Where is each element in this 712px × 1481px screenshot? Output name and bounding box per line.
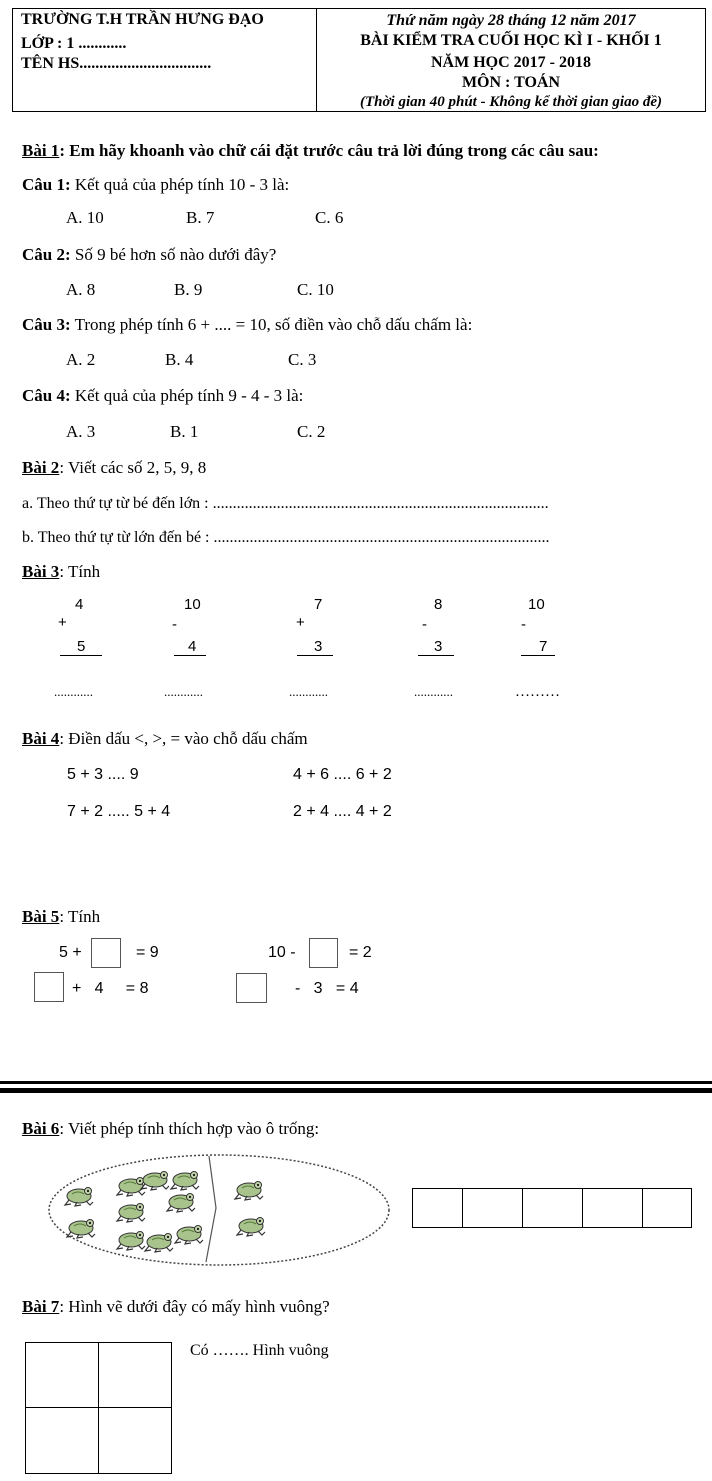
op3-answer[interactable]: ............ [289, 684, 328, 699]
compare-2[interactable]: 4 + 6 .... 6 + 2 [293, 766, 392, 783]
op3-line [297, 655, 333, 656]
equation-cell-4[interactable] [583, 1189, 641, 1227]
frog-illustration [44, 1148, 394, 1270]
frog-icon [117, 1178, 145, 1197]
exam-date: Thứ năm ngày 28 tháng 12 năm 2017 [386, 12, 636, 29]
eq1-left: 5 + [59, 944, 82, 961]
eq2-left: 10 - [268, 944, 296, 961]
eq2-answer-box[interactable] [309, 938, 338, 968]
op2-answer[interactable]: ............ [164, 684, 203, 699]
op5-answer[interactable]: ……… [515, 684, 560, 700]
q3-option-b[interactable]: B. 4 [165, 350, 194, 369]
frog-icon [235, 1182, 263, 1201]
frog-icon [175, 1226, 203, 1245]
frog-icon [117, 1232, 145, 1251]
bai5-heading: Bài 5: Tính [22, 907, 101, 926]
frog-icon [117, 1204, 145, 1223]
school-year: NĂM HỌC 2017 - 2018 [431, 54, 591, 71]
question-2: Câu 2: Số 9 bé hơn số nào dưới đây? [22, 245, 277, 264]
equation-cell-5[interactable] [643, 1189, 691, 1227]
op5-sign: - [521, 616, 526, 633]
q1-option-c[interactable]: C. 6 [315, 208, 344, 227]
q2-option-c[interactable]: C. 10 [297, 280, 334, 299]
question-1: Câu 1: Kết quả của phép tính 10 - 3 là: [22, 175, 290, 194]
school-name: TRƯỜNG T.H TRẦN HƯNG ĐẠO [21, 11, 264, 28]
page-separator-top [0, 1081, 712, 1084]
frog-icon [67, 1220, 95, 1239]
frog-icon [171, 1172, 199, 1191]
op4-top: 8 [434, 596, 443, 613]
op2-bottom: 4 [188, 638, 197, 655]
op4-sign: - [422, 616, 427, 633]
op2-sign: - [172, 616, 177, 633]
equation-cell-2[interactable] [463, 1189, 521, 1227]
eq4-answer-box[interactable] [236, 973, 267, 1003]
op5-line [521, 655, 555, 656]
question-4: Câu 4: Kết quả của phép tính 9 - 4 - 3 là: [22, 386, 304, 405]
eq1-answer-box[interactable] [91, 938, 121, 968]
frog-icon [141, 1172, 169, 1191]
compare-1[interactable]: 5 + 3 .... 9 [67, 766, 139, 783]
q2-option-a[interactable]: A. 8 [66, 280, 96, 299]
frog-icon [167, 1194, 195, 1213]
op2-top: 10 [184, 596, 201, 613]
q2-option-b[interactable]: B. 9 [174, 280, 203, 299]
eq3-right: + 4 = 8 [72, 980, 149, 997]
exam-duration: (Thời gian 40 phút - Không kể thời gian giao đề) [360, 94, 662, 110]
q4-option-c[interactable]: C. 2 [297, 422, 326, 441]
frog-icon [145, 1234, 173, 1253]
op1-top: 4 [75, 596, 84, 613]
op3-sign: + [296, 614, 305, 631]
class-field: LỚP : 1 ............ [21, 35, 127, 52]
eq1-right: = 9 [136, 944, 159, 961]
op3-top: 7 [314, 596, 323, 613]
op4-answer[interactable]: ............ [414, 684, 453, 699]
op1-answer[interactable]: ............ [54, 684, 93, 699]
frog-icon [237, 1218, 265, 1237]
op1-line [60, 655, 102, 656]
q4-option-b[interactable]: B. 1 [170, 422, 199, 441]
q1-option-b[interactable]: B. 7 [186, 208, 215, 227]
bai1-heading: Bài 1: Em hãy khoanh vào chữ cái đặt trước câu trả lời đúng trong các câu sau: [22, 141, 599, 160]
op5-top: 10 [528, 596, 545, 613]
frog-icon [65, 1188, 93, 1207]
exam-title: BÀI KIỂM TRA CUỐI HỌC KÌ I - KHỐI 1 [360, 32, 662, 49]
op3-bottom: 3 [314, 638, 323, 655]
q4-option-a[interactable]: A. 3 [66, 422, 96, 441]
question-3: Câu 3: Trong phép tính 6 + .... = 10, số điền vào chỗ dấu chấm là: [22, 315, 473, 334]
q1-option-a[interactable]: A. 10 [66, 208, 104, 227]
bai2-part-a[interactable]: a. Theo thứ tự từ bé đến lớn : .................................................................................... [22, 495, 549, 512]
bai7-answer[interactable]: Có ……. Hình vuông [190, 1342, 329, 1359]
eq2-right: = 2 [349, 944, 372, 961]
bai2-part-b[interactable]: b. Theo thứ tự từ lớn đến bé : .................................................................................... [22, 529, 550, 546]
squares-figure [25, 1342, 172, 1474]
equation-cell-3[interactable] [523, 1189, 581, 1227]
op4-bottom: 3 [434, 638, 443, 655]
bai3-heading: Bài 3: Tính [22, 562, 101, 581]
compare-4[interactable]: 2 + 4 .... 4 + 2 [293, 803, 392, 820]
op4-line [418, 655, 454, 656]
page-separator-bottom [0, 1088, 712, 1093]
q3-option-c[interactable]: C. 3 [288, 350, 317, 369]
bai2-heading: Bài 2: Viết các số 2, 5, 9, 8 [22, 458, 207, 477]
eq4-right: - 3 = 4 [295, 980, 359, 997]
op5-bottom: 7 [539, 638, 548, 655]
subject: MÔN : TOÁN [461, 74, 561, 91]
student-name-field: TÊN HS................................. [21, 55, 212, 72]
equation-cell-1[interactable] [413, 1189, 461, 1227]
op1-sign: + [58, 614, 67, 631]
bai6-heading: Bài 6: Viết phép tính thích hợp vào ô trống: [22, 1119, 320, 1138]
eq3-answer-box[interactable] [34, 972, 64, 1002]
exam-header [12, 8, 706, 112]
q3-option-a[interactable]: A. 2 [66, 350, 96, 369]
bai4-heading: Bài 4: Điền dấu <, >, = vào chỗ dấu chấm [22, 729, 308, 748]
compare-3[interactable]: 7 + 2 ..... 5 + 4 [67, 803, 171, 820]
op1-bottom: 5 [77, 638, 86, 655]
op2-line [174, 655, 206, 656]
bai7-heading: Bài 7: Hình vẽ dưới đây có mấy hình vuông? [22, 1297, 330, 1316]
